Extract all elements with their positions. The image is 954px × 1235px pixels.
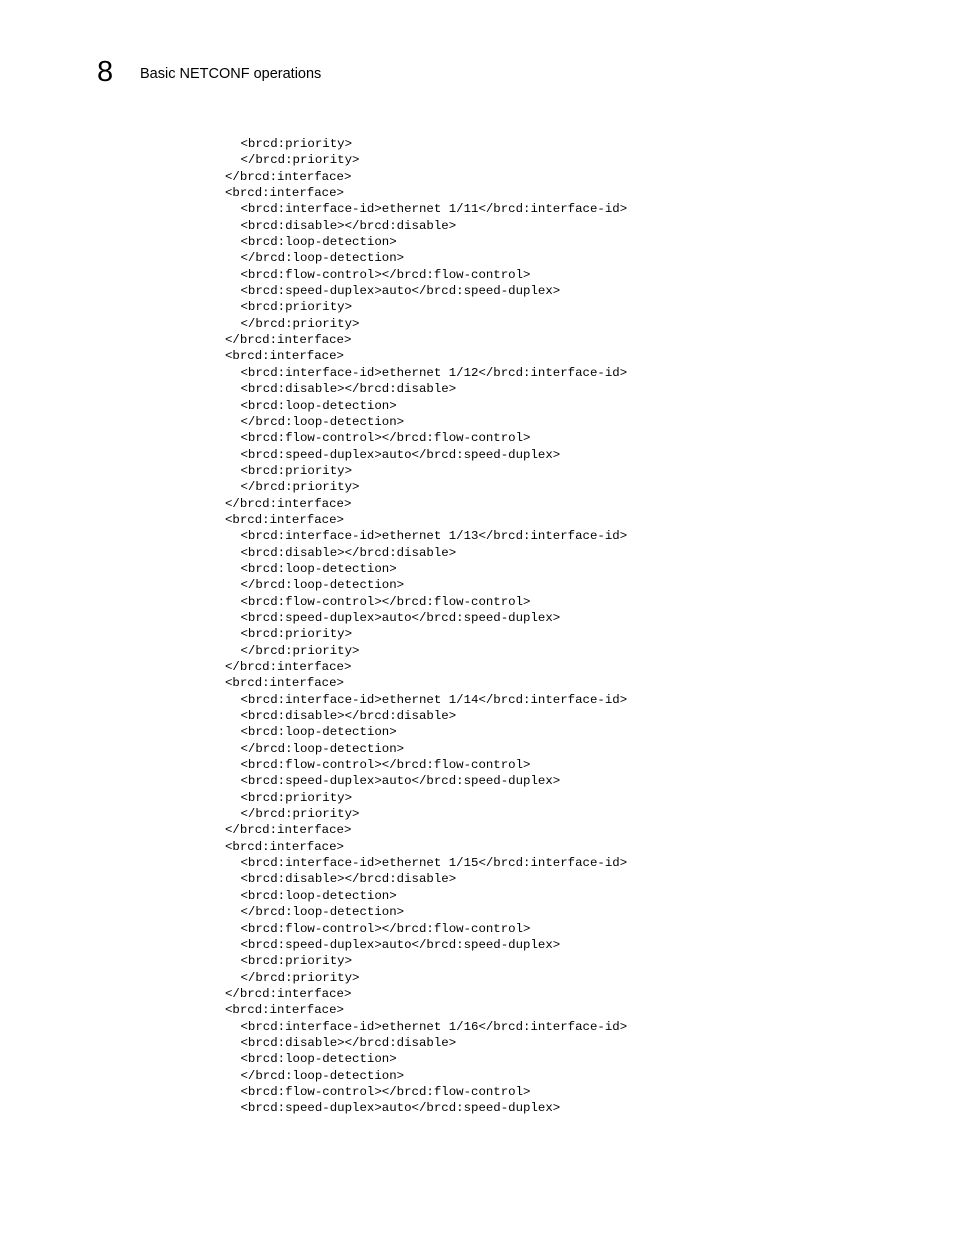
- code-line: </brcd:loop-detection>: [240, 741, 405, 756]
- code-line: </brcd:priority>: [240, 807, 360, 822]
- code-line: <brcd:loop-detection>: [240, 725, 397, 740]
- code-line: <brcd:disable></brcd:disable>: [240, 709, 457, 724]
- code-line: <brcd:interface-id>ethernet 1/12</brcd:interface-id>: [240, 365, 628, 380]
- code-line: <brcd:loop-detection>: [240, 235, 397, 250]
- code-line: <brcd:interface>: [225, 186, 344, 201]
- code-line: <brcd:disable></brcd:disable>: [240, 382, 457, 397]
- code-line: </brcd:loop-detection>: [240, 905, 405, 920]
- code-line: <brcd:disable></brcd:disable>: [240, 1035, 457, 1050]
- code-line: <brcd:interface-id>ethernet 1/15</brcd:interface-id>: [240, 856, 628, 871]
- code-line: <brcd:interface-id>ethernet 1/13</brcd:interface-id>: [240, 529, 628, 544]
- code-line: </brcd:interface>: [225, 169, 352, 184]
- code-line: <brcd:priority>: [240, 627, 353, 642]
- code-line: </brcd:interface>: [225, 660, 352, 674]
- code-line: <brcd:flow-control></brcd:flow-control>: [240, 431, 531, 446]
- code-line: </brcd:priority>: [240, 970, 360, 985]
- page-header: [97, 54, 321, 90]
- code-line: <brcd:loop-detection>: [240, 561, 397, 576]
- code-line: </brcd:loop-detection>: [240, 1068, 405, 1083]
- code-line: <brcd:speed-duplex>auto</brcd:speed-duplex>: [240, 774, 561, 789]
- code-line: <brcd:disable></brcd:disable>: [240, 545, 457, 560]
- code-line: <brcd:speed-duplex>auto</brcd:speed-duplex>: [240, 610, 561, 625]
- code-line: <brcd:priority>: [240, 300, 353, 315]
- code-line: <brcd:flow-control></brcd:flow-control>: [240, 594, 531, 609]
- code-line: <brcd:interface>: [225, 512, 344, 527]
- code-line: </brcd:interface>: [225, 986, 352, 1001]
- section-title: Basic NETCONF operations: [140, 65, 322, 82]
- code-line: </brcd:priority>: [240, 480, 360, 495]
- code-line: </brcd:interface>: [225, 496, 352, 511]
- code-line: <brcd:loop-detection>: [240, 1052, 397, 1067]
- code-line: <brcd:flow-control></brcd:flow-control>: [240, 921, 531, 936]
- code-line: <brcd:interface>: [225, 1003, 344, 1018]
- code-line: </brcd:interface>: [225, 333, 352, 348]
- code-block: [225, 136, 627, 1117]
- code-line: <brcd:interface>: [225, 676, 344, 691]
- code-line: <brcd:priority>: [240, 954, 353, 969]
- code-line: </brcd:loop-detection>: [240, 414, 405, 429]
- code-line: <brcd:disable></brcd:disable>: [240, 872, 457, 887]
- code-line: <brcd:speed-duplex>auto</brcd:speed-duplex>: [240, 1101, 561, 1116]
- code-line: </brcd:priority>: [240, 316, 360, 331]
- code-line: <brcd:speed-duplex>auto</brcd:speed-duplex>: [240, 937, 561, 952]
- code-line: <brcd:priority>: [240, 790, 353, 805]
- code-line: <brcd:speed-duplex>auto</brcd:speed-duplex>: [240, 447, 561, 462]
- code-line: <brcd:interface-id>ethernet 1/16</brcd:interface-id>: [240, 1019, 628, 1034]
- code-line: <brcd:interface-id>ethernet 1/14</brcd:interface-id>: [240, 692, 628, 707]
- code-line: <brcd:interface>: [225, 349, 344, 364]
- code-line: <brcd:loop-detection>: [240, 888, 397, 903]
- code-line: </brcd:interface>: [225, 823, 352, 838]
- code-line: <brcd:priority>: [240, 137, 353, 151]
- code-line: <brcd:flow-control></brcd:flow-control>: [240, 1084, 531, 1099]
- chapter-number: 8: [97, 55, 114, 88]
- code-line: <brcd:speed-duplex>auto</brcd:speed-duplex>: [240, 284, 561, 299]
- code-line: <brcd:flow-control></brcd:flow-control>: [240, 758, 531, 773]
- code-line: </brcd:priority>: [240, 643, 360, 658]
- code-line: </brcd:priority>: [240, 153, 360, 168]
- code-line: <brcd:loop-detection>: [240, 398, 397, 413]
- code-line: <brcd:interface-id>ethernet 1/11</brcd:interface-id>: [240, 202, 628, 217]
- code-line: <brcd:flow-control></brcd:flow-control>: [240, 267, 531, 282]
- code-line: </brcd:loop-detection>: [240, 578, 405, 593]
- code-line: <brcd:priority>: [240, 463, 353, 478]
- code-line: <brcd:interface>: [225, 839, 344, 854]
- code-line: </brcd:loop-detection>: [240, 251, 405, 266]
- code-line: <brcd:disable></brcd:disable>: [240, 218, 457, 233]
